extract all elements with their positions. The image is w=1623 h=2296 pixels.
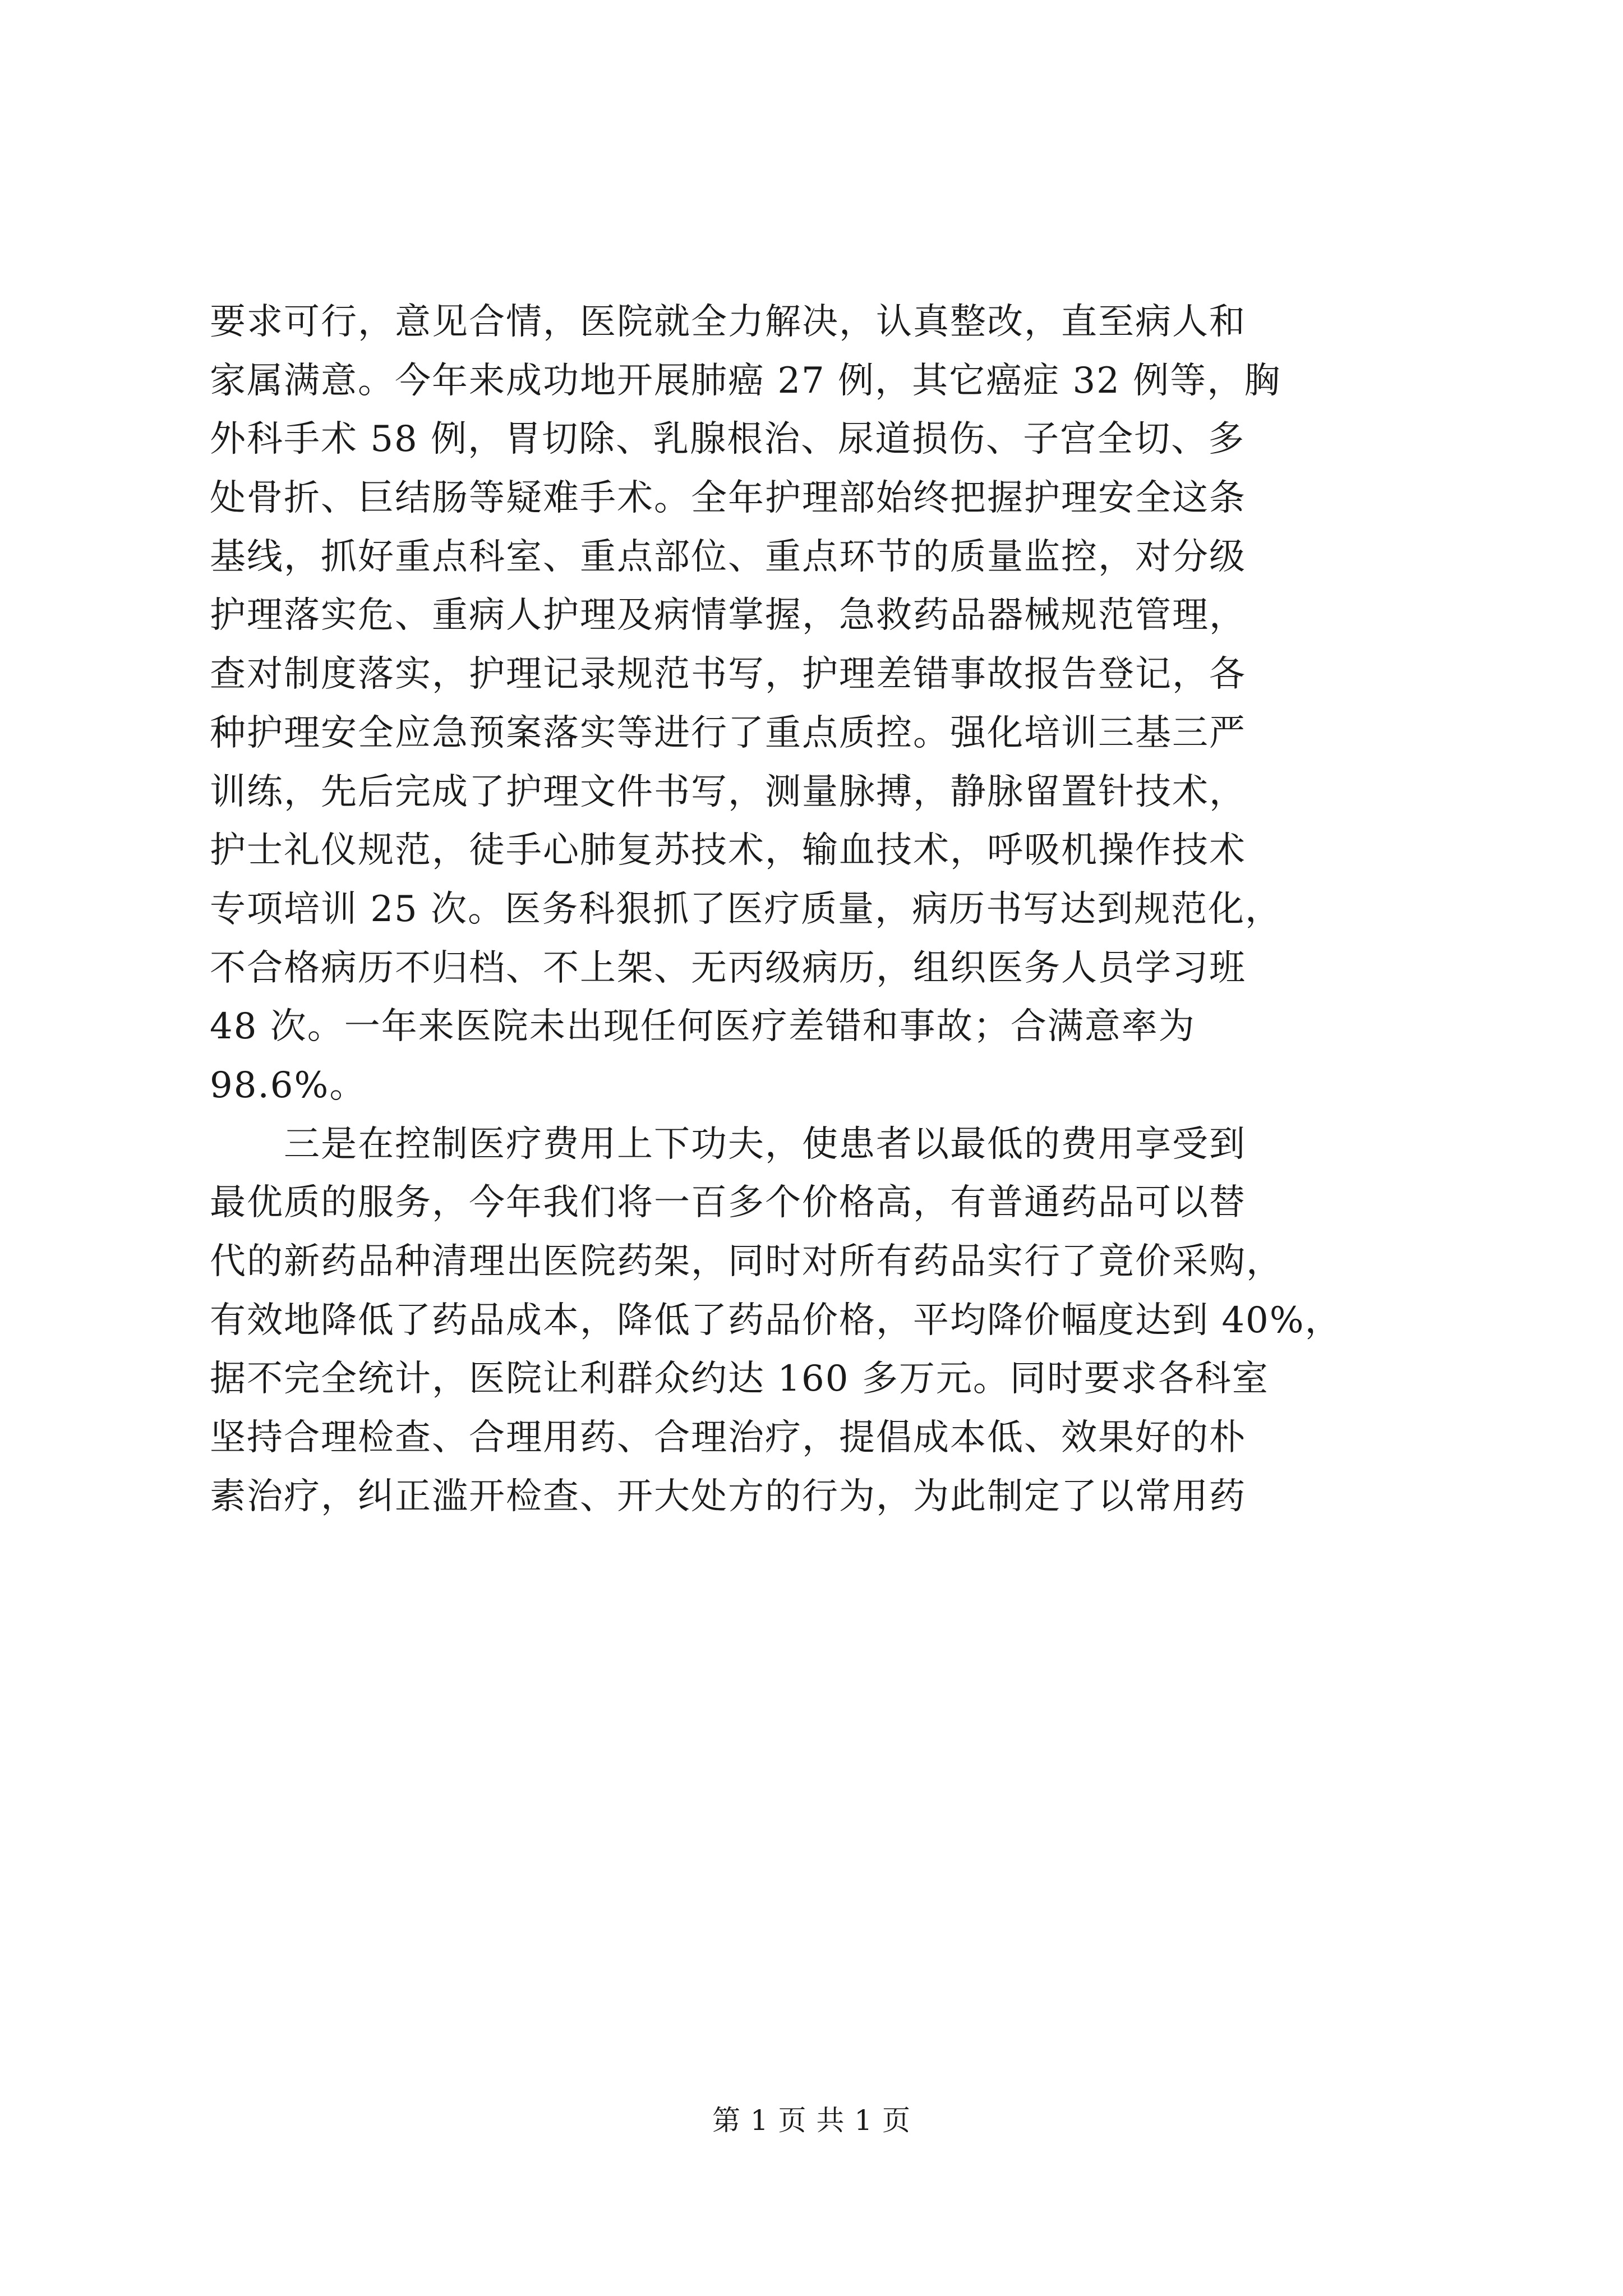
text-line: 基线，抓好重点科室、重点部位、重点环节的质量监控，对分级 (210, 536, 1246, 578)
text-line: 专项培训 25 次。医务科狠抓了医疗质量，病历书写达到规范化， (210, 888, 1283, 930)
text-line: 坚持合理检查、合理用药、合理治疗，提倡成本低、效果好的朴 (210, 1417, 1246, 1459)
text-line: 代的新药品种清理出医院药架，同时对所有药品实行了竟价采购， (210, 1241, 1283, 1282)
text-line: 查对制度落实，护理记录规范书写，护理差错事故报告登记，各 (210, 654, 1246, 696)
text-line: 种护理安全应急预案落实等进行了重点质控。强化培训三基三严 (210, 712, 1246, 754)
text-line: 有效地降低了药品成本，降低了药品价格，平均降价幅度达到 40%， (210, 1299, 1342, 1341)
text-line: 护理落实危、重病人护理及病情掌握，急救药品器械规范管理， (210, 595, 1246, 637)
page-footer: 第 1 页 共 1 页 (712, 2104, 911, 2137)
text-line: 外科手术 58 例，胃切除、乳腺根治、尿道损伤、子宫全切、多 (210, 418, 1246, 461)
text-line: 据不完全统计，医院让利群众约达 160 多万元。同时要求各科室 (210, 1358, 1269, 1400)
text-line: 家属满意。今年来成功地开展肺癌 27 例，其它癌症 32 例等，胸 (210, 360, 1281, 402)
text-line: 护士礼仪规范，徒手心肺复苏技术，输血技术，呼吸机操作技术 (210, 830, 1246, 872)
body-text (210, 293, 1415, 1526)
paragraph-start-line: 三是在控制医疗费用上下功夫，使患者以最低的费用享受到 (210, 1123, 1246, 1165)
text-line: 处骨折、巨结肠等疑难手术。全年护理部始终把握护理安全这条 (210, 477, 1246, 519)
text-line: 48 次。一年来医院未出现任何医疗差错和事故；合满意率为 (210, 1006, 1196, 1048)
text-line: 训练，先后完成了护理文件书写，测量脉搏，静脉留置针技术， (210, 771, 1246, 813)
text-line: 不合格病历不归档、不上架、无丙级病历，组织医务人员学习班 (210, 947, 1246, 989)
text-line: 素治疗，纠正滥开检查、开大处方的行为，为此制定了以常用药 (210, 1475, 1246, 1517)
text-line: 要求可行，意见合情，医院就全力解决，认真整改，直至病人和 (210, 301, 1246, 343)
text-line: 98.6%。 (210, 1064, 367, 1106)
text-line: 最优质的服务，今年我们将一百多个价格高，有普通药品可以替 (210, 1182, 1246, 1224)
